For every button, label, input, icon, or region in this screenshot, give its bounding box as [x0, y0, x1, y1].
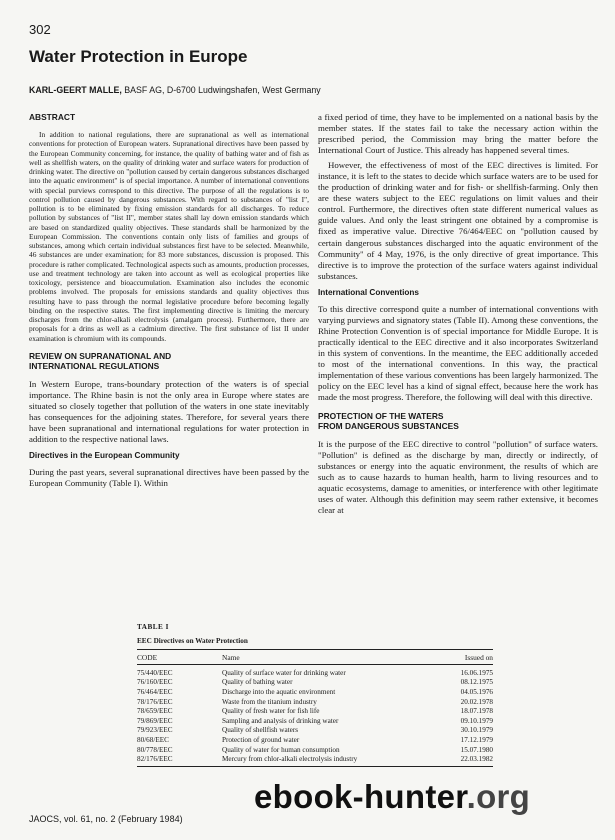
page-number: 302 — [29, 22, 51, 37]
article-title: Water Protection in Europe — [29, 47, 248, 66]
cell-date: 20.02.1978 — [460, 697, 493, 706]
table-row — [137, 678, 493, 688]
cell-code: 80/68/EEC — [137, 735, 169, 744]
cell-date: 18.07.1978 — [460, 707, 493, 716]
paragraph: During the past years, several supranational directives have been passed by the European Community (Table I). Within — [29, 467, 309, 489]
table-row — [137, 735, 493, 745]
table-row — [137, 754, 493, 764]
section-review — [29, 351, 309, 489]
section-heading-line2: FROM DANGEROUS SUBSTANCES — [318, 421, 459, 432]
cell-name: Protection of ground water — [222, 735, 300, 744]
section-heading-review — [29, 351, 309, 371]
table-bottom-rule — [137, 766, 493, 767]
watermark — [254, 778, 530, 816]
table-row — [137, 706, 493, 716]
watermark-main: ebook-hunter — [254, 778, 467, 815]
cell-date: 04.05.1976 — [460, 687, 493, 696]
cell-code: 76/160/EEC — [137, 678, 173, 687]
cell-date: 16.06.1975 — [460, 668, 493, 677]
table-row — [137, 687, 493, 697]
cell-name: Quality of water for human consumption — [222, 745, 340, 754]
abstract-text: In addition to national regulations, there are supranational as well as international conventions for protection of European waters. Supranational directives have been passed by the European Community concerning, for instance, the quality of bathing water and of fish as well as shellfish waters, on the quality of drinking water and surface waters for production of drinking water. The directive on "pollution caused by certain dangerous substances discharged into the aquatic environment" is of special importance. A number of international conventions with special purviews correspond to this directive. The purpose of all the regulations is to control pollution caused by dangerous substances. With regard to substances of "list I", pollution is to be eliminated by fixing emission standards for all discharges. To reduce pollution by substances of "list II", member states shall lay down emission standards which are based on standardized quality objectives. These standards shall be harmonized by the European Commission. The conventions contain only lists of families and groups of substances, among which certain individual substances first have to be selected. Meanwhile, 46 substances are under examination; for 83 more substances, discussion is proposed. This procedure is rather complicated. Technological aspects such as amounts, production processes, use and treatment technology are taken into account as well as ecological properties like toxicology, persistence and bioaccumulation. Examination also includes the economic problems involved. The proposals for emissions standards and quality objectives thus resulting have to pass through the normal legislative procedure before becoming legally binding on the respective states. The first implementing directive is limiting the mercury discharges from the chlor-alkali electrolysis (amalgam process). Furthermore, there are proposals for a drins as well as a cadmium directive. The first substance of list II under examination is chromium with its compounds. — [29, 130, 309, 343]
journal-footer: JAOCS, vol. 61, no. 2 (February 1984) — [29, 814, 183, 824]
cell-date: 15.07.1980 — [460, 745, 493, 754]
cell-code: 80/778/EEC — [137, 745, 173, 754]
table-label: TABLE I — [137, 623, 169, 631]
cell-name: Sampling and analysis of drinking water — [222, 716, 339, 725]
table-header-code: CODE — [137, 652, 158, 662]
table-header-row — [137, 650, 493, 664]
watermark-suffix: .org — [466, 778, 531, 815]
cell-name: Waste from the titanium industry — [222, 697, 317, 706]
paragraph: To this directive correspond quite a number of international conventions with varying purviews and signatory states (Table II). Among these conventions, the Rhine Protection Convention is of special importance for Middle Europe. It is practically identical to the EEC directive and it also incorporates Switzerland in this system of conventions. In the meantime, the EEC additionally acceded to most of the international conventions. In this way, the practical implementation of these various conventions has been largely harmonized. The policy on the EEC level has a kind of signal effect, because here the work has made the most progress. Therefore, the following will deal with this directive. — [318, 303, 598, 403]
cell-date: 09.10.1979 — [460, 716, 493, 725]
table-row — [137, 668, 493, 678]
section-heading-line1: PROTECTION OF THE WATERS — [318, 411, 444, 422]
cell-name: Quality of bathing water — [222, 678, 293, 687]
section-heading-line2: INTERNATIONAL REGULATIONS — [29, 360, 160, 371]
paragraph: a fixed period of time, they have to be implemented on a national basis by the member states. If the states fail to take the necessary action within the prescribed period, the Commission may bring the matter before the International Court of Justice. This already has happened several times. — [318, 112, 598, 156]
cell-code: 79/869/EEC — [137, 716, 173, 725]
section-heading-line1: REVIEW ON SUPRANATIONAL AND — [29, 350, 172, 361]
cell-date: 17.12.1979 — [460, 735, 493, 744]
paragraph: In Western Europe, trans-boundary protection of the waters is of special importance. The Rhine basin is not the only area in Europe where states are situated so closely together that pollution of the waters in one state inevitably has consequences for the adjoining states. Therefore, for several years there have been supranational and international regulations for water protection in addition to the respective national laws. — [29, 378, 309, 444]
cell-name: Discharge into the aquatic environment — [222, 687, 336, 696]
right-column — [318, 112, 598, 520]
abstract-heading: ABSTRACT — [29, 112, 76, 122]
table-header-issued: Issued on — [464, 652, 493, 662]
table-row — [137, 726, 493, 736]
table-header-name: Name — [222, 652, 240, 662]
table-caption: EEC Directives on Water Protection — [137, 637, 248, 645]
author-affiliation: BASF AG, D-6700 Ludwingshafen, West Germany — [121, 85, 321, 95]
subheading-directives: Directives in the European Community — [29, 451, 180, 461]
table-row — [137, 716, 493, 726]
cell-date: 08.12.1975 — [460, 678, 493, 687]
cell-code: 78/176/EEC — [137, 697, 173, 706]
cell-date: 30.10.1979 — [460, 726, 493, 735]
author-name: KARL-GEERT MALLE, — [29, 85, 122, 95]
paragraph: It is the purpose of the EEC directive to control "pollution" of surface waters. "Pollution" is defined as the discharge by man, directly or indirectly, of substances or energy into the aquatic environment, the results of which are such as to cause hazards to human health, harm to living resources and to aquatic ecosystems, damage to amenities, or interference with other legitimate uses of water. Although this definition may seem rather extensive, it becomes clear at — [318, 439, 598, 516]
table-1 — [137, 623, 493, 767]
cell-code: 76/464/EEC — [137, 687, 173, 696]
cell-code: 82/176/EEC — [137, 755, 173, 764]
cell-name: Mercury from chlor-alkali electrolysis industry — [222, 755, 358, 764]
abstract — [29, 112, 309, 343]
cell-code: 75/440/EEC — [137, 668, 173, 677]
table-header-rule — [137, 664, 493, 665]
left-column — [29, 112, 309, 493]
cell-name: Quality of shellfish waters — [222, 726, 299, 735]
table-row — [137, 697, 493, 707]
cell-code: 78/659/EEC — [137, 707, 173, 716]
section-heading-protection — [318, 411, 598, 431]
author-line — [29, 85, 321, 95]
subheading-conventions: International Conventions — [318, 287, 419, 297]
paragraph: However, the effectiveness of most of the EEC directives is limited. For instance, it is left to the states to decide which surface waters are to be used for the production of drinking water and for fish- or shellfish-farming. Only then are these waters subject to the EEC regulations on limit values and their control. Furthermore, the directives often state different numerical values as guide values. And only the least stringent one obtained by a compromise is fixed as imperative value. Directive 76/464/EEC on "pollution caused by certain dangerous substances discharged into the aquatic environment of the Community" of 4 May, 1976, is the only directive of great importance. This directive is to improve the protection of the surface waters against individual substances. — [318, 160, 598, 281]
cell-name: Quality of fresh water for fish life — [222, 707, 320, 716]
table-body — [137, 668, 493, 764]
cell-name: Quality of surface water for drinking water — [222, 668, 346, 677]
table-row — [137, 745, 493, 755]
cell-date: 22.03.1982 — [460, 755, 493, 764]
cell-code: 79/923/EEC — [137, 726, 173, 735]
